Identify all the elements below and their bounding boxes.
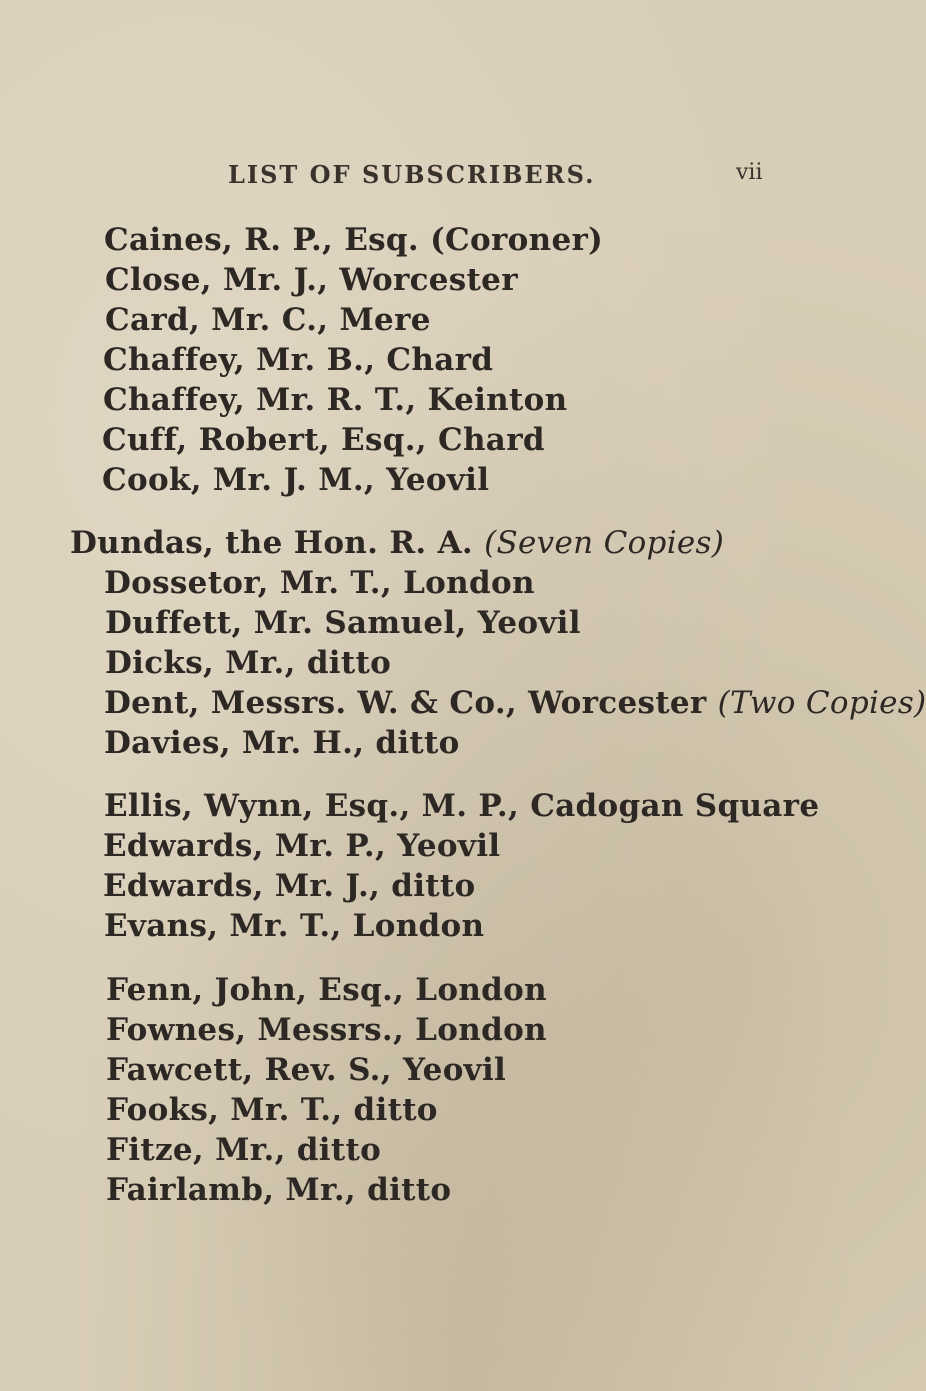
- subscriber-entry: Edwards, Mr. P., Yeovil: [103, 828, 501, 864]
- subscriber-entry: Card, Mr. C., Mere: [105, 302, 431, 338]
- subscriber-entry: Fownes, Messrs., London: [106, 1012, 547, 1048]
- copies-note: (Seven Copies): [484, 525, 725, 561]
- subscriber-entry: Fenn, John, Esq., London: [106, 972, 547, 1008]
- subscriber-entry: Davies, Mr. H., ditto: [104, 725, 460, 761]
- subscriber-entry: Dent, Messrs. W. & Co., Worcester (Two Copies): [104, 685, 926, 721]
- subscriber-entry: Dundas, the Hon. R. A. (Seven Copies): [70, 525, 725, 561]
- page-title: LIST OF SUBSCRIBERS.: [228, 160, 596, 189]
- subscriber-entry: Fitze, Mr., ditto: [106, 1132, 382, 1168]
- subscriber-entry: Edwards, Mr. J., ditto: [103, 868, 476, 904]
- subscriber-entry: Evans, Mr. T., London: [104, 908, 485, 944]
- subscriber-entry: Duffett, Mr. Samuel, Yeovil: [105, 605, 581, 641]
- subscriber-entry: Cook, Mr. J. M., Yeovil: [102, 462, 490, 498]
- subscriber-entry: Fooks, Mr. T., ditto: [106, 1092, 438, 1128]
- subscriber-entry: Cuff, Robert, Esq., Chard: [102, 422, 545, 458]
- subscriber-entry: Chaffey, Mr. R. T., Keinton: [103, 382, 568, 418]
- subscriber-entry: Fawcett, Rev. S., Yeovil: [106, 1052, 507, 1088]
- copies-note: (Two Copies): [717, 685, 926, 721]
- subscriber-entry: Ellis, Wynn, Esq., M. P., Cadogan Square: [104, 788, 820, 824]
- subscriber-entry: Close, Mr. J., Worcester: [105, 262, 518, 298]
- subscriber-entry: Chaffey, Mr. B., Chard: [103, 342, 494, 378]
- subscriber-entry: Dossetor, Mr. T., London: [104, 565, 535, 601]
- subscriber-entry: Dicks, Mr., ditto: [105, 645, 392, 681]
- page-header: [0, 160, 800, 200]
- subscriber-entry: Caines, R. P., Esq. (Coroner): [104, 222, 604, 258]
- page-number: vii: [736, 160, 763, 185]
- subscriber-entry: Fairlamb, Mr., ditto: [106, 1172, 452, 1208]
